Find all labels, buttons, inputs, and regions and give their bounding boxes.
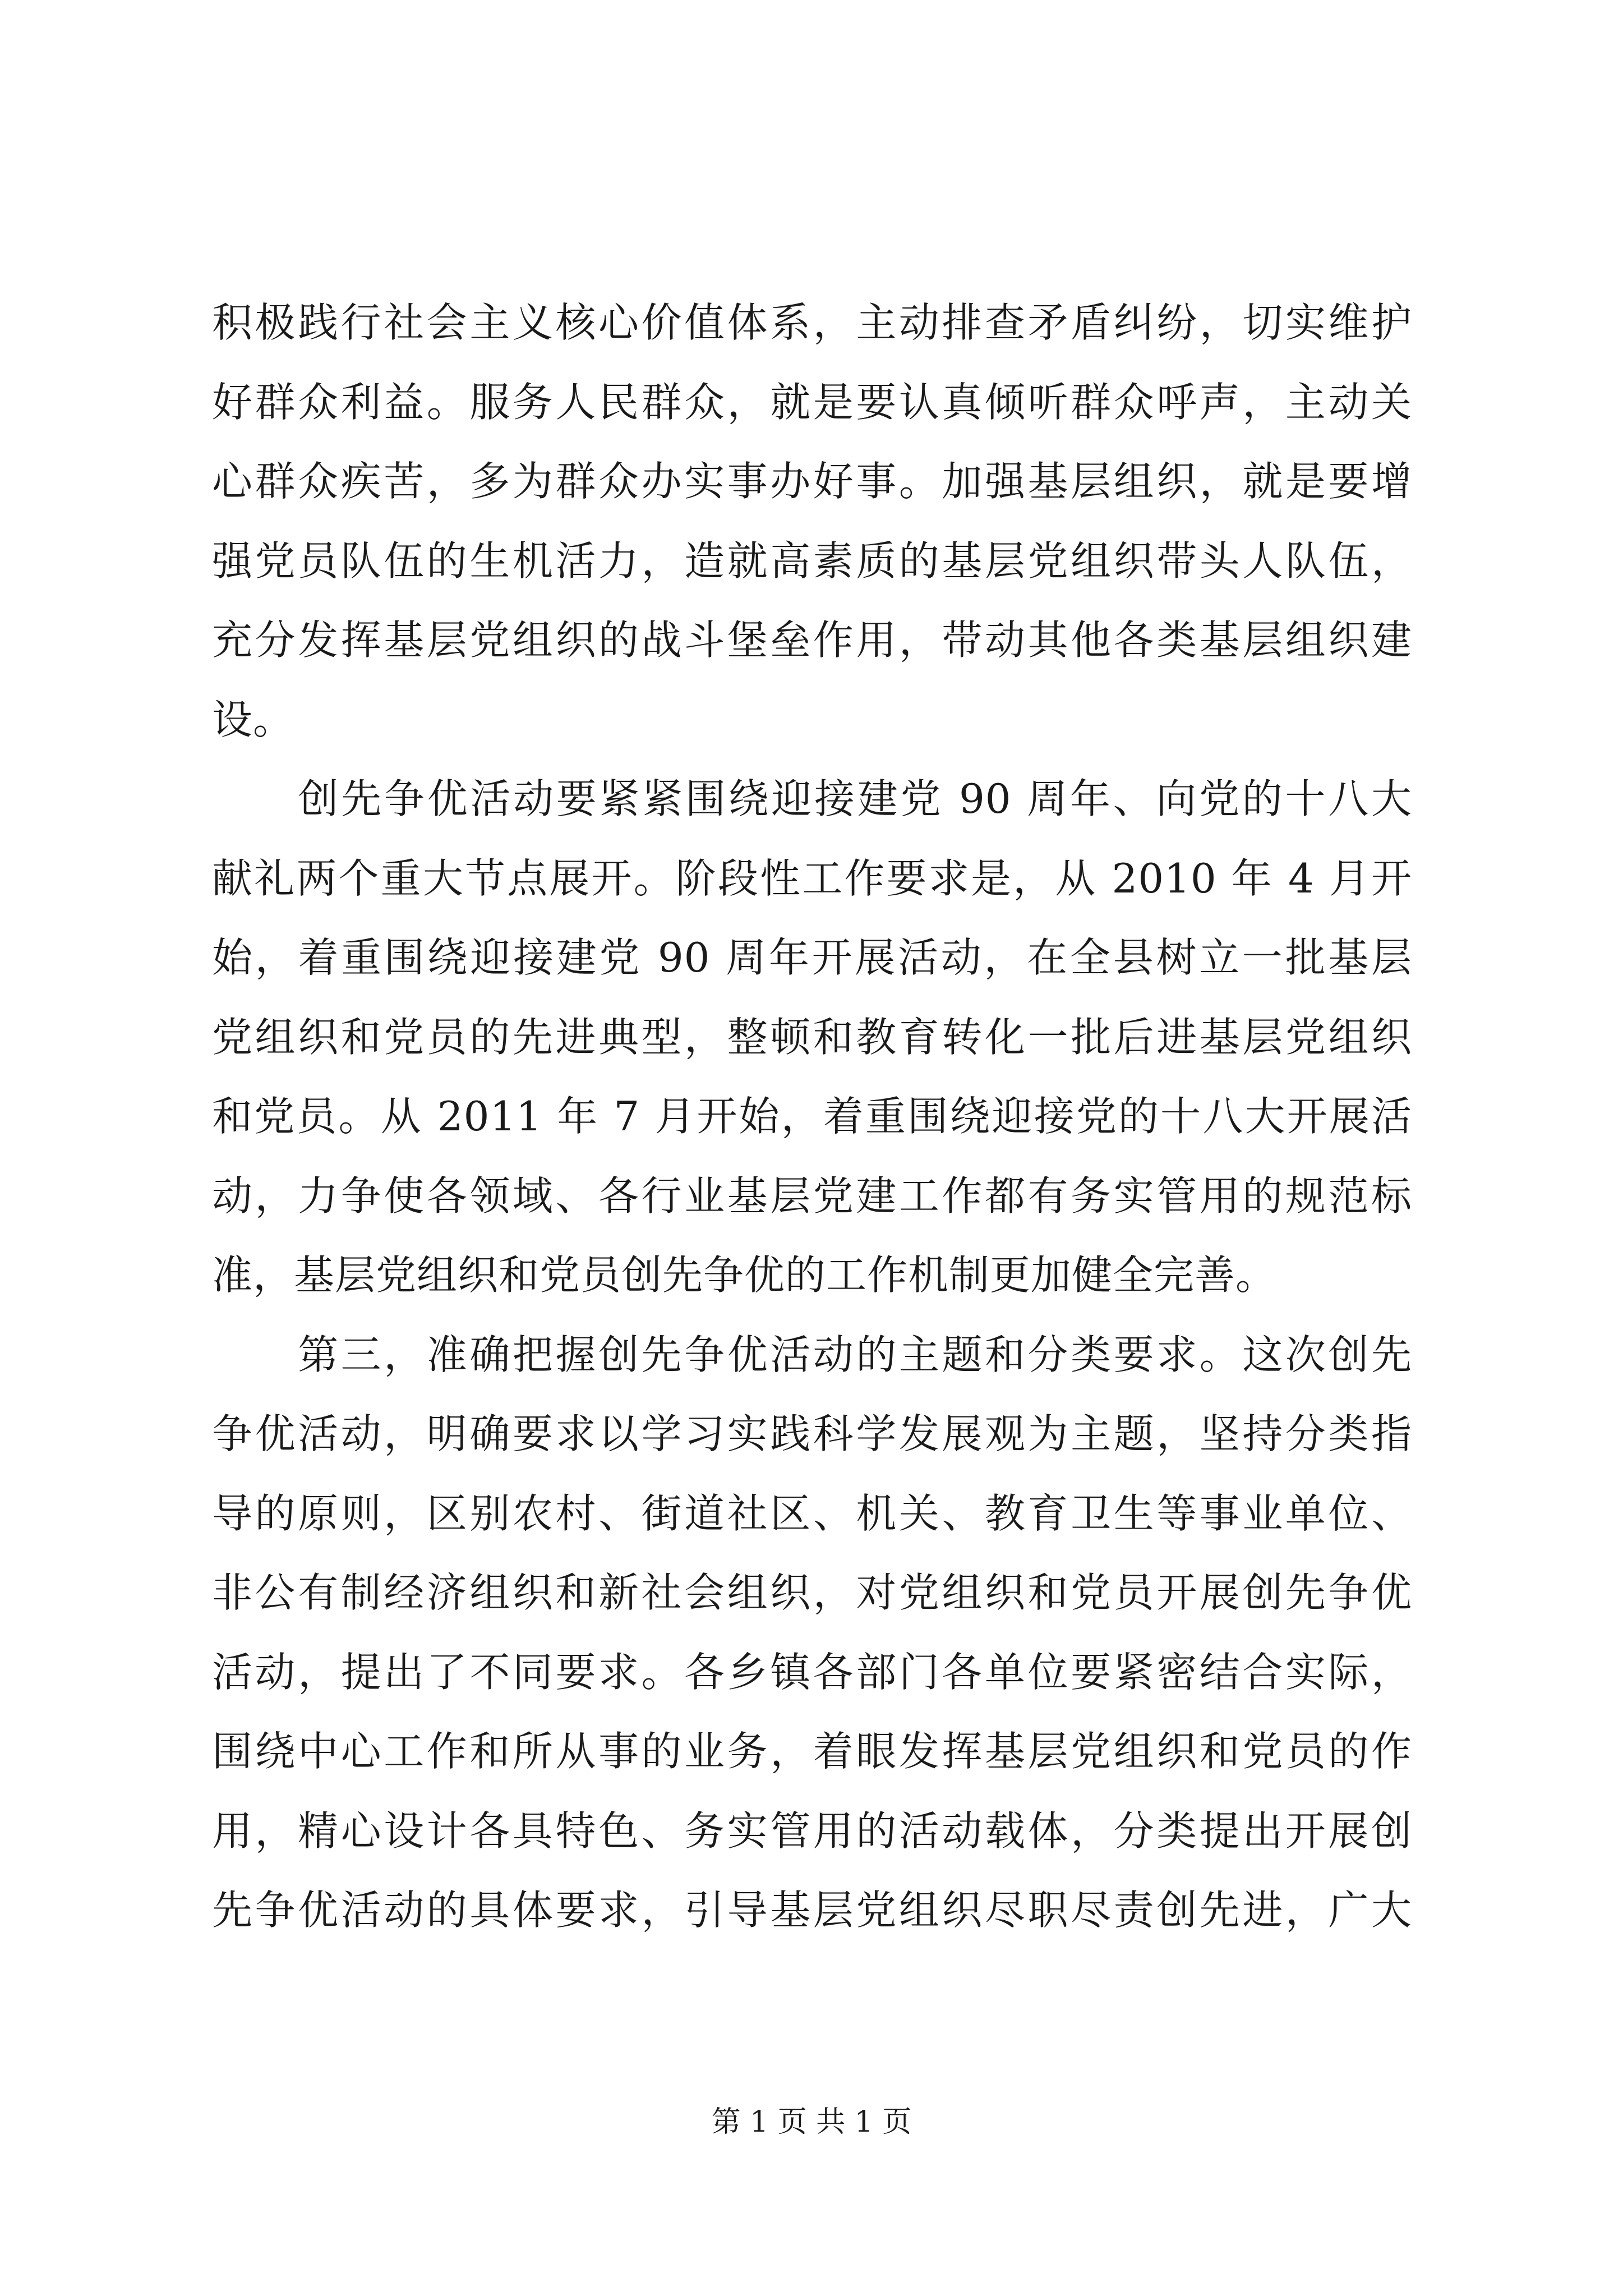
text-line: 争优活动，明确要求以学习实践科学发展观为主题，坚持分类指 [212,1410,1412,1457]
text-line: 心群众疾苦，多为群众办实事办好事。加强基层组织，就是要增 [212,458,1412,505]
text-line: 积极践行社会主义核心价值体系，主动排查矛盾纠纷，切实维护 [212,299,1412,346]
text-line: 和党员。从 2011 年 7 月开始，着重围绕迎接党的十八大开展活 [212,1093,1412,1140]
text-line: 动，力争使各领域、各行业基层党建工作都有务实管用的规范标 [212,1172,1412,1220]
text-line: 准，基层党组织和党员创先争优的工作机制更加健全完善。 [212,1251,1277,1299]
text-line: 创先争优活动要紧紧围绕迎接建党 90 周年、向党的十八大 [212,775,1412,822]
text-line: 导的原则，区别农村、街道社区、机关、教育卫生等事业单位、 [212,1490,1412,1537]
text-line: 第三，准确把握创先争优活动的主题和分类要求。这次创先 [212,1331,1412,1378]
text-line: 好群众利益。服务人民群众，就是要认真倾听群众呼声，主动关 [212,379,1412,426]
page-footer: 第 1 页 共 1 页 [711,2105,912,2139]
text-line: 献礼两个重大节点展开。阶段性工作要求是，从 2010 年 4 月开 [212,855,1412,902]
text-line: 设。 [212,696,294,743]
text-line: 用，精心设计各具特色、务实管用的活动载体，分类提出开展创 [212,1807,1412,1855]
text-line: 先争优活动的具体要求，引导基层党组织尽职尽责创先进，广大 [212,1887,1412,1934]
text-line: 党组织和党员的先进典型，整顿和教育转化一批后进基层党组织 [212,1014,1412,1061]
text-line: 非公有制经济组织和新社会组织，对党组织和党员开展创先争优 [212,1569,1412,1616]
text-line: 充分发挥基层党组织的战斗堡垒作用，带动其他各类基层组织建 [212,616,1412,664]
text-line: 活动，提出了不同要求。各乡镇各部门各单位要紧密结合实际， [212,1649,1412,1696]
text-line: 围绕中心工作和所从事的业务，着眼发挥基层党组织和党员的作 [212,1728,1412,1775]
text-line: 始，着重围绕迎接建党 90 周年开展活动，在全县树立一批基层 [212,934,1412,981]
text-line: 强党员队伍的生机活力，造就高素质的基层党组织带头人队伍， [212,537,1412,585]
